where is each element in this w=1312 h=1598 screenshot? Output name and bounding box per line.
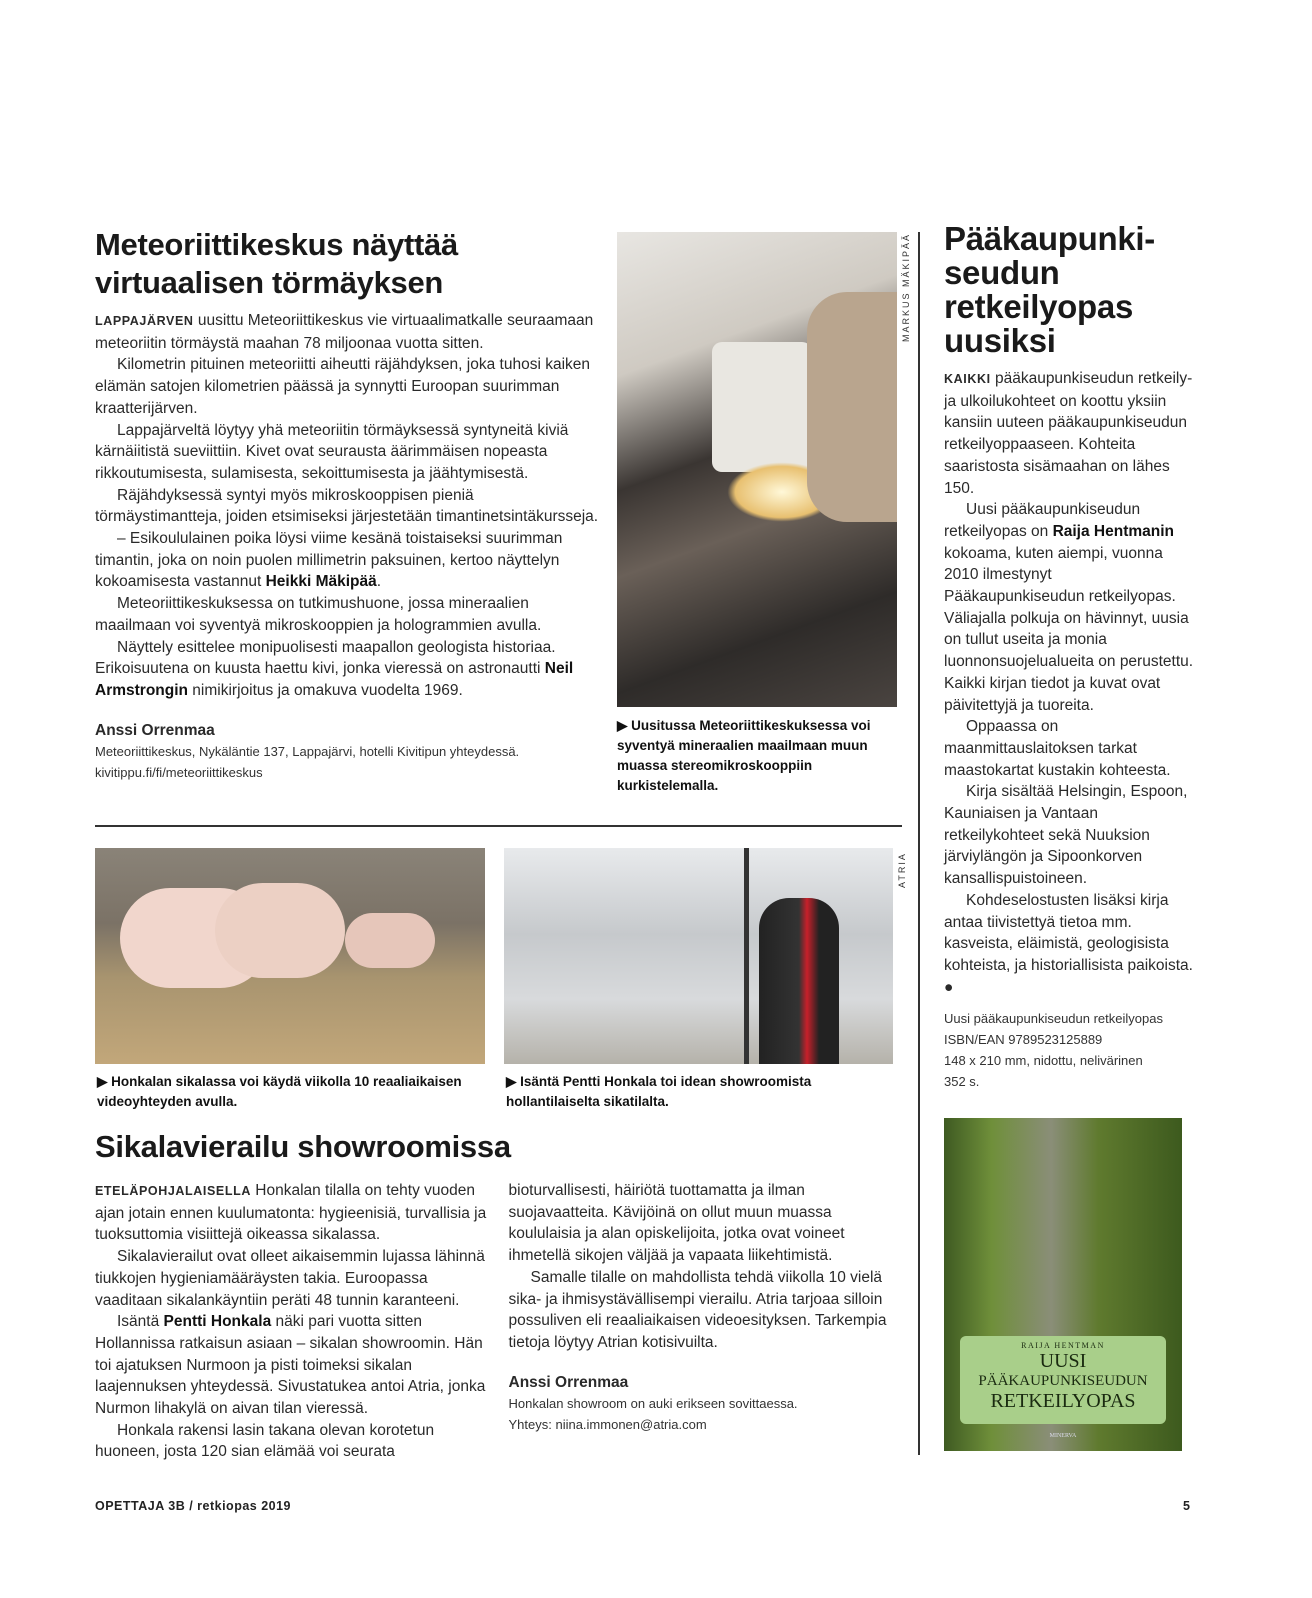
text: Uusi pääkaupunkiseudun retkeilyopas on [944,501,1141,540]
article3-column [944,222,1196,1451]
paragraph: uusittu Meteoriittikeskus vie virtuaalimatkalle seuraamaan meteoriitin törmäystä maahan 78 miljoonaa vuotta sitten. [95,312,594,352]
book-isbn: ISBN/EAN 9789523125889 [944,1032,1103,1048]
paragraph: Sikalavierailut ovat olleet aikaisemmin lujassa lähinnä tiukkojen hygieniamääräysten takia. Euroopassa vaaditaan sikalankäyntiin peräti 48 tunnin karanteeni. [95,1248,485,1309]
photo-caption [617,716,887,796]
photo-credit: ATRIA [897,852,907,888]
article3-title: Pääkaupunki-seudun retkeilyopas uusiksi [944,220,1155,359]
paragraph: Honkala rakensi lasin takana olevan korotetun huoneen, josta 120 sian elämää voi seurata bioturvallisesti, häiriötä tuottamatta ja ilman suojavaatteita. Kävijöinä on ollut muun muassa koululaisia ja alan opiskelijoita, jotka ovat voineet ihmetellä sikojen väljää ja vapaata liikehtimistä. [95,1182,845,1461]
paragraph: Meteoriittikeskuksessa on tutkimushuone, jossa mineraalien maailmaan voi syventyä mikroskooppien ja hologrammien avulla. [95,595,542,634]
caption-text: Honkalan sikalassa voi käydä viikolla 10 reaaliaikaisen videoyhteyden avulla. [97,1074,462,1109]
cover-title: RETKEILYOPAS [990,1390,1136,1413]
paragraph: Kirja sisältää Helsingin, Espoon, Kauniaisen ja Vantaan retkeilykohteet sekä Nuuksion järviylängön ja Sipoonkorven kansallispuistoineen. [944,783,1188,888]
paragraph [95,637,600,702]
text: Kohdeselostusten lisäksi kirja antaa tiivistettyä tietoa mm. kasveista, eläimistä, geologisista kohteista, ja historiallisista paikoista. [944,891,1193,974]
person-name: Pentti Honkala [163,1313,272,1331]
showroom-photo [504,848,893,1064]
text: näki pari vuotta sitten Hollannissa ratkaisun asiaan – sikalan showroomin. Hän toi ajatuksen Nurmoon ja pisti toimeksi sikalan laajennuksen yhteydessä. Sivustatukea antoi Atria, jonka Nurmon lihakylä on aivan tilan vieressä. [95,1313,486,1418]
paragraph: Räjähdyksessä syntyi myös mikroskooppisen pieniä törmäystimantteja, joiden etsimiseksi järjestetään timantinetsintäkursseja. [95,486,599,526]
photo-caption [97,1072,482,1112]
info-url[interactable]: kivitippu.fi/fi/meteoriittikeskus [95,765,263,781]
cover-title: UUSI [1039,1350,1087,1373]
caption-arrow-icon: ▶ [506,1074,517,1089]
lead-word: LAPPAJÄRVEN [95,314,194,328]
caption-text: Isäntä Pentti Honkala toi idean showroomista hollantilaiselta sikatilalta. [506,1074,812,1109]
caption-arrow-icon: ▶ [97,1074,108,1089]
person-name: Neil Armstrongin [95,660,574,699]
paragraph: pääkaupunkiseudun retkeily- ja ulkoilukohteet on koottu yksiin kansiin uuteen pääkaupunkiseudun retkeilyoppaaseen. Kohteita saaristosta sisämaahan on lähes 150. [944,370,1193,497]
paragraph [95,1311,487,1420]
book-pages: 352 s. [944,1074,980,1090]
caption-arrow-icon: ▶ [617,718,628,733]
text: . [376,573,382,591]
paragraph [944,499,1196,716]
article1-title: Meteoriittikeskus näyttää virtuaalisen törmäyksen [95,227,458,300]
paragraph [944,890,1196,999]
microscope-photo [617,232,897,707]
info-address: Meteoriittikeskus, Nykäläntie 137, Lappajärvi, hotelli Kivitipun yhteydessä. [95,744,520,760]
paragraph: Oppaassa on maanmittauslaitoksen tarkat maastokartat kustakin kohteesta. [944,718,1171,779]
end-mark-icon: ● [944,978,954,996]
footer-publication: OPETTAJA 3B / retkiopas 2019 [95,1499,292,1513]
person-name: Heikki Mäkipää [265,573,377,591]
book-title: Uusi pääkaupunkiseudun retkeilyopas [944,1011,1163,1027]
cover-author: RAIJA HENTMAN [1021,1341,1105,1351]
photo-credit: MARKUS MÄKIPÄÄ [901,232,911,342]
page-number: 5 [1183,1499,1190,1513]
text: kokoama, kuten aiempi, vuonna 2010 ilmestynyt Pääkaupunkiseudun retkeilyopas. Väliajalla polkuja on hävinnyt, uusia on tullut useita ja monia luonnonsuojelualueita on perustettu. Kaikki kirjan tiedot ja kuvat ovat päivitettyjä ja tuoreita. [944,544,1194,714]
info-contact[interactable]: Yhteys: niina.immonen@atria.com [508,1417,707,1433]
article2-body [95,1180,900,1463]
cover-title: PÄÄKAUPUNKISEUDUN [978,1373,1148,1390]
text: nimikirjoitus ja omakuva vuodelta 1969. [188,681,463,699]
text: Isäntä [117,1313,164,1331]
person-shape [807,292,897,522]
paragraph [95,528,600,593]
caption-text: Uusitussa Meteoriittikeskuksessa voi syventyä mineraalien maailmaan muun muassa stereomikroskooppiin kurkistelemalla. [617,718,871,793]
pig-shape [345,913,435,968]
paragraph: Kilometrin pituinen meteoriitti aiheutti räjähdyksen, joka tuhosi kaiken elämän satojen kilometrien päässä ja synnytti Euroopan suurimman kraatterijärven. [95,356,590,417]
author-byline: Anssi Orrenmaa [95,721,215,739]
info-hours: Honkalan showroom on auki erikseen sovittaessa. [508,1396,798,1412]
text: Näyttely esittelee monipuolisesti maapallon geologista historiaa. Erikoisuutena on kuusta haettu kivi, jonka vieressä on astronautti [95,638,556,678]
microscope-shape [712,342,812,472]
article2-title: Sikalavierailu showroomissa [95,1129,511,1164]
cover-title-plate [960,1336,1166,1424]
pig-shape [215,883,345,978]
paragraph: Samalle tilalle on mahdollista tehdä viikolla 10 vielä sika- ja ihmisystävällisempi vierailu. Atria tarjoaa silloin possuliven eli reaaliaikaisen videoesityksen. Tarkempia tietoja löytyy Atrian kotisivuilta. [508,1268,887,1351]
article1-body [95,310,600,783]
lead-word: KAIKKI [944,372,991,386]
book-format: 148 x 210 mm, nidottu, nelivärinen [944,1053,1143,1069]
lead-word: ETELÄPOHJALAISELLA [95,1184,251,1198]
paragraph: Honkalan tilalla on tehty vuoden ajan jotain ennen kuulumatonta: hygieenisiä, turvallisia ja tuoksuttomia visiittejä oikeassa sikalassa. [95,1182,487,1244]
book-cover [944,1118,1182,1451]
person-name: Raija Hentmanin [1052,522,1175,540]
section-divider [95,825,902,827]
cover-publisher: MINERVA [1049,1433,1077,1440]
farmer-shape [759,898,839,1064]
photo-caption [506,1072,891,1112]
window-frame [504,848,749,1064]
paragraph: Lappajärveltä löytyy yhä meteoriitin törmäyksessä syntyneitä kiviä kärnäiitistä sueviittiin. Kivet ovat seurausta äärimmäisen nopeasta rikkoutumisesta, sulamisesta, sekoittumisesta ja jäähtymisestä. [95,421,569,482]
column-divider [918,232,920,1455]
author-byline: Anssi Orrenmaa [508,1373,629,1391]
text: – Esikoululainen poika löysi viime kesänä toistaiseksi suurimman timantin, joka on noin puolen millimetrin paksuinen, kertoo näyttelyn kokoamisesta vastannut [95,530,563,591]
pigs-photo [95,848,485,1064]
article3-body [944,368,1196,1092]
